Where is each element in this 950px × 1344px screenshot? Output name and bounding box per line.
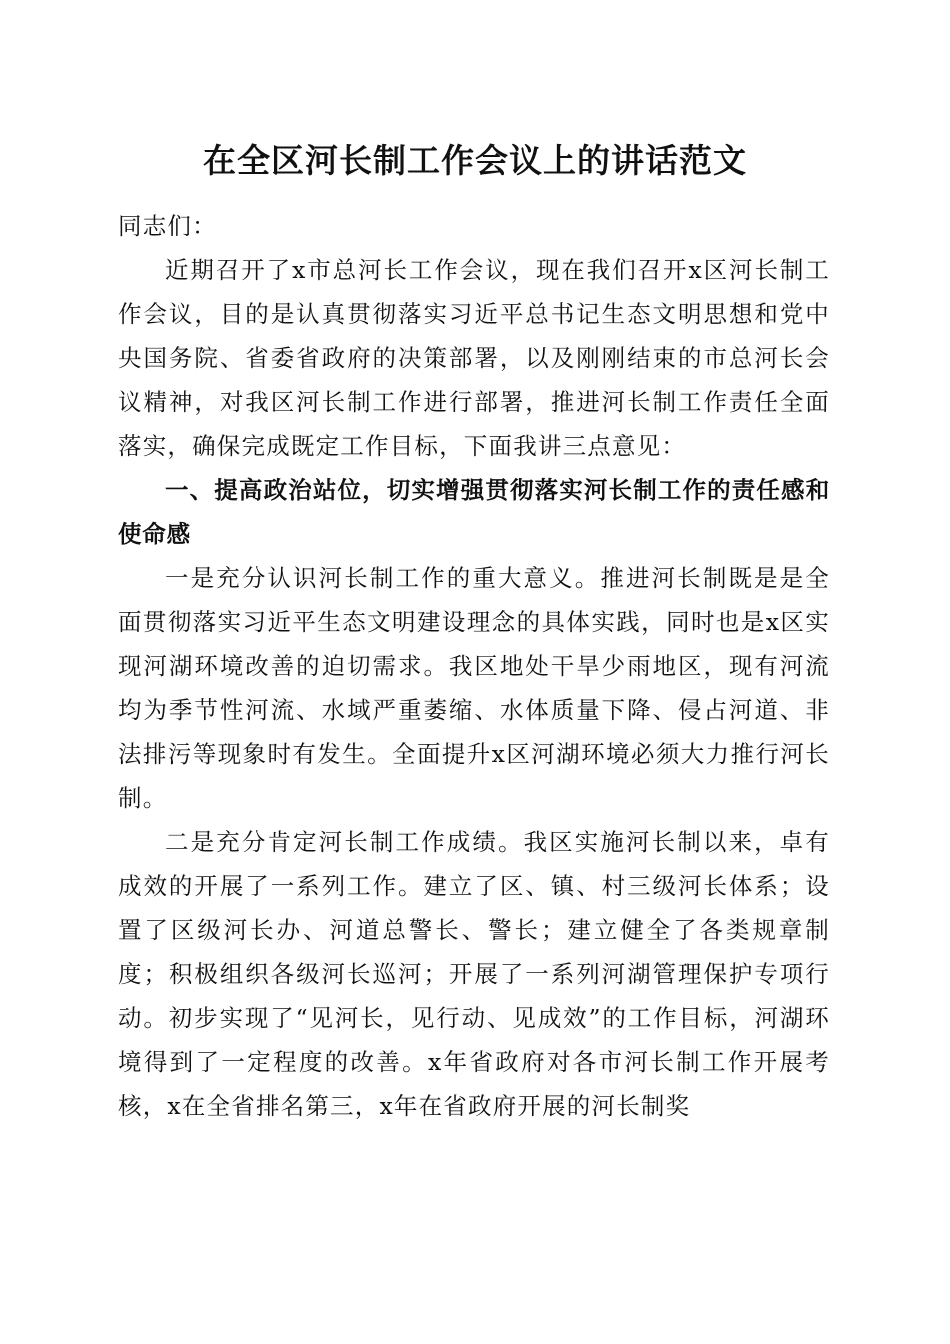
document-body bbox=[118, 204, 830, 1128]
point-1-paragraph bbox=[118, 556, 830, 820]
point-1-body: 推进河长制既是是全面贯彻落实习近平生态文明建设理念的具体实践，同时也是x区实现河湖环境改善的迫切需求。我区地处干旱少雨地区，现有河流均为季节性河流、水域严重萎缩、水体质量下降、侵占河道、非法排污等现象时有发生。全面提升x区河湖环境必须大力推行河长制。 bbox=[118, 564, 830, 812]
point-2-lead: 二是充分肯定河长制工作成绩。 bbox=[165, 828, 524, 856]
intro-paragraph: 近期召开了x市总河长工作会议，现在我们召开x区河长制工作会议，目的是认真贯彻落实习近平总书记生态文明思想和党中央国务院、省委省政府的决策部署，以及刚刚结束的市总河长会议精神，对我区河长制工作进行部署，推进河长制工作责任全面落实，确保完成既定工作目标，下面我讲三点意见： bbox=[118, 256, 830, 460]
point-1-lead: 一是充分认识河长制工作的重大意义。 bbox=[165, 564, 601, 592]
point-2-body: 我区实施河长制以来，卓有成效的开展了一系列工作。建立了区、镇、村三级河长体系；设置了区级河长办、河道总警长、警长；建立健全了各类规章制度；积极组织各级河长巡河；开展了一系列河湖管理保护专项行动。初步实现了“见河长，见行动、见成效”的工作目标，河湖环境得到了一定程度的改善。x年省政府对各市河长制工作开展考核，x在全省排名第三，x年在省政府开展的河长制奖 bbox=[118, 828, 830, 1120]
salutation: 同志们： bbox=[118, 212, 217, 240]
section-heading-1: 一、提高政治站位，切实增强贯彻落实河长制工作的责任感和使命感 bbox=[118, 476, 830, 548]
document-title: 在全区河长制工作会议上的讲话范文 bbox=[203, 141, 747, 180]
point-2-paragraph bbox=[118, 820, 830, 1128]
